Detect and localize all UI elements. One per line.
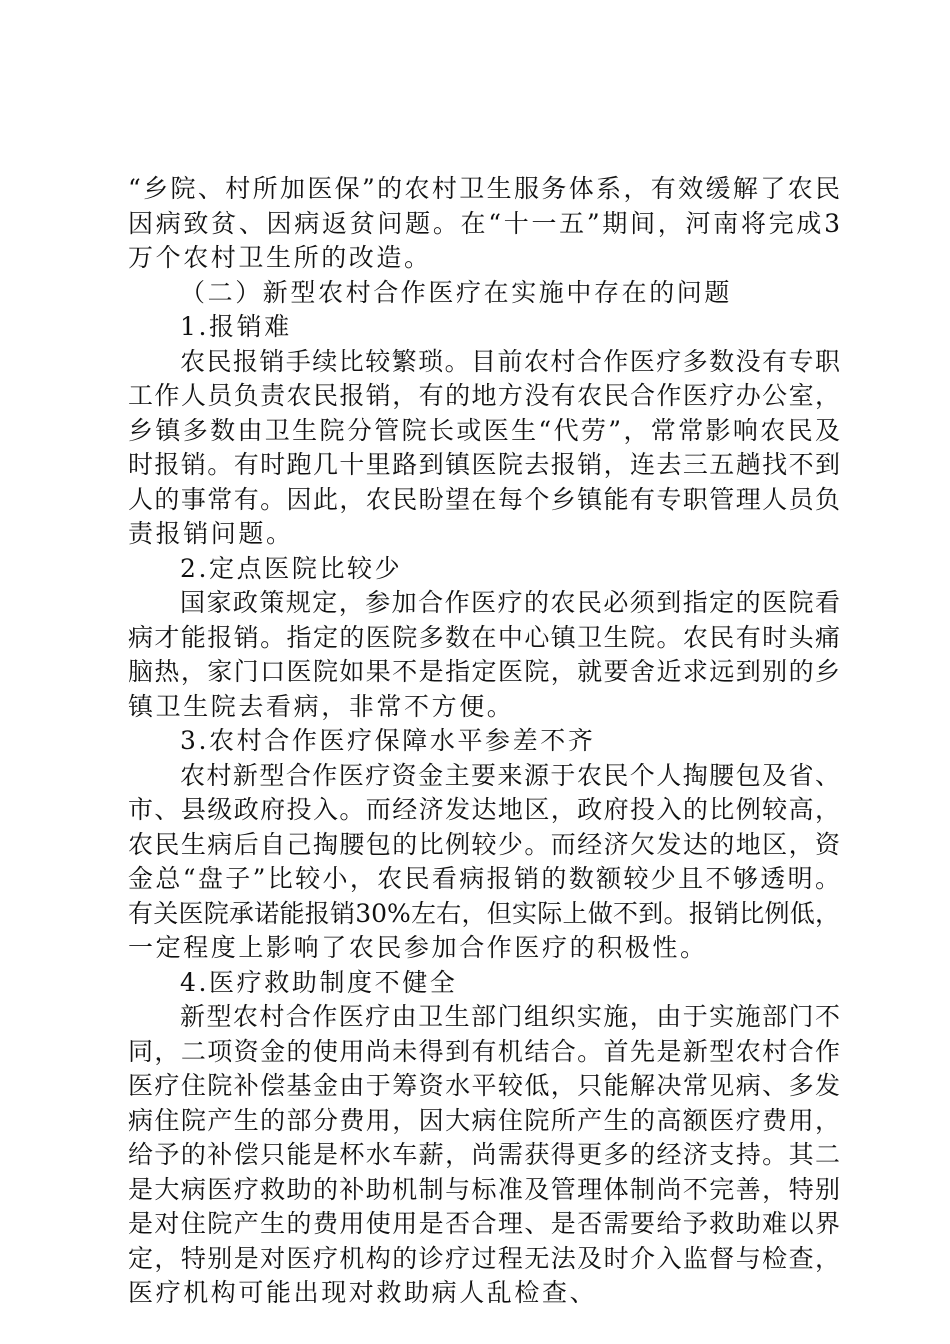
text-line: 病才能报销。指定的医院多数在中心镇卫生院。农民有时头痛 — [128, 622, 840, 652]
text-line: 3.农村合作医疗保障水平参差不齐 — [180, 726, 596, 755]
text-line: 同，二项资金的使用尚未得到有机结合。首先是新型农村合作 — [128, 1036, 840, 1066]
text-line: 脑热，家门口医院如果不是指定医院，就要舍近求远到别的乡 — [128, 657, 840, 686]
text-line: 乡镇多数由卫生院分管院长或医生“代劳”，常常影响农民及 — [128, 415, 840, 445]
text-line: 是大病医疗救助的补助机制与标准及管理体制尚不完善，特别 — [128, 1174, 840, 1204]
text-line: 病住院产生的部分费用，因大病住院所产生的高额医疗费用， — [128, 1105, 840, 1135]
text-line: 镇卫生院去看病，非常不方便。 — [128, 691, 515, 721]
text-line: 农民报销手续比较繁琐。目前农村合作医疗多数没有专职 — [180, 346, 840, 376]
text-line: （二）新型农村合作医疗在实施中存在的问题 — [180, 277, 733, 307]
text-line: 1.报销难 — [180, 312, 292, 341]
text-line: 时报销。有时跑几十里路到镇医院去报销，连去三五趟找不到 — [128, 450, 840, 479]
text-line: 因病致贫、因病返贫问题。在“十一五”期间，河南将完成3 — [128, 208, 840, 238]
text-line: 新型农村合作医疗由卫生部门组织实施，由于实施部门不 — [180, 1002, 840, 1031]
text-line: 一定程度上影响了农民参加合作医疗的积极性。 — [128, 933, 708, 962]
text-line: 给予的补偿只能是杯水车薪，尚需获得更多的经济支持。其二 — [128, 1140, 840, 1169]
text-line: 定，特别是对医疗机构的诊疗过程无法及时介入监督与检查， — [128, 1243, 840, 1273]
text-line: 国家政策规定，参加合作医疗的农民必须到指定的医院看 — [180, 588, 840, 617]
text-line: 责报销问题。 — [128, 519, 294, 548]
text-line: 是对住院产生的费用使用是否合理、是否需要给予救助难以界 — [128, 1209, 840, 1238]
text-line: 万个农村卫生所的改造。 — [128, 243, 432, 272]
text-line: 工作人员负责农民报销，有的地方没有农民合作医疗办公室， — [128, 381, 840, 410]
text-line: 医疗机构可能出现对救助病人乱检查、 — [128, 1278, 598, 1307]
text-line: 农村新型合作医疗资金主要来源于农民个人掏腰包及省、 — [180, 760, 840, 790]
document-body — [128, 172, 840, 1311]
text-line: 4.医疗救助制度不健全 — [180, 967, 458, 997]
text-line: 医疗住院补偿基金由于筹资水平较低，只能解决常见病、多发 — [128, 1071, 840, 1100]
text-line: 人的事常有。因此，农民盼望在每个乡镇能有专职管理人员负 — [128, 484, 840, 514]
text-line: 有关医院承诺能报销30%左右，但实际上做不到。报销比例低， — [128, 898, 840, 928]
text-line: 农民生病后自己掏腰包的比例较少。而经济欠发达的地区，资 — [128, 829, 840, 859]
text-line: 2.定点医院比较少 — [180, 553, 403, 583]
text-line: 金总“盘子”比较小，农民看病报销的数额较少且不够透明。 — [128, 864, 840, 893]
text-line: 市、县级政府投入。而经济发达地区，政府投入的比例较高， — [128, 795, 840, 824]
text-line: “乡院、村所加医保”的农村卫生服务体系，有效缓解了农民 — [128, 174, 840, 203]
